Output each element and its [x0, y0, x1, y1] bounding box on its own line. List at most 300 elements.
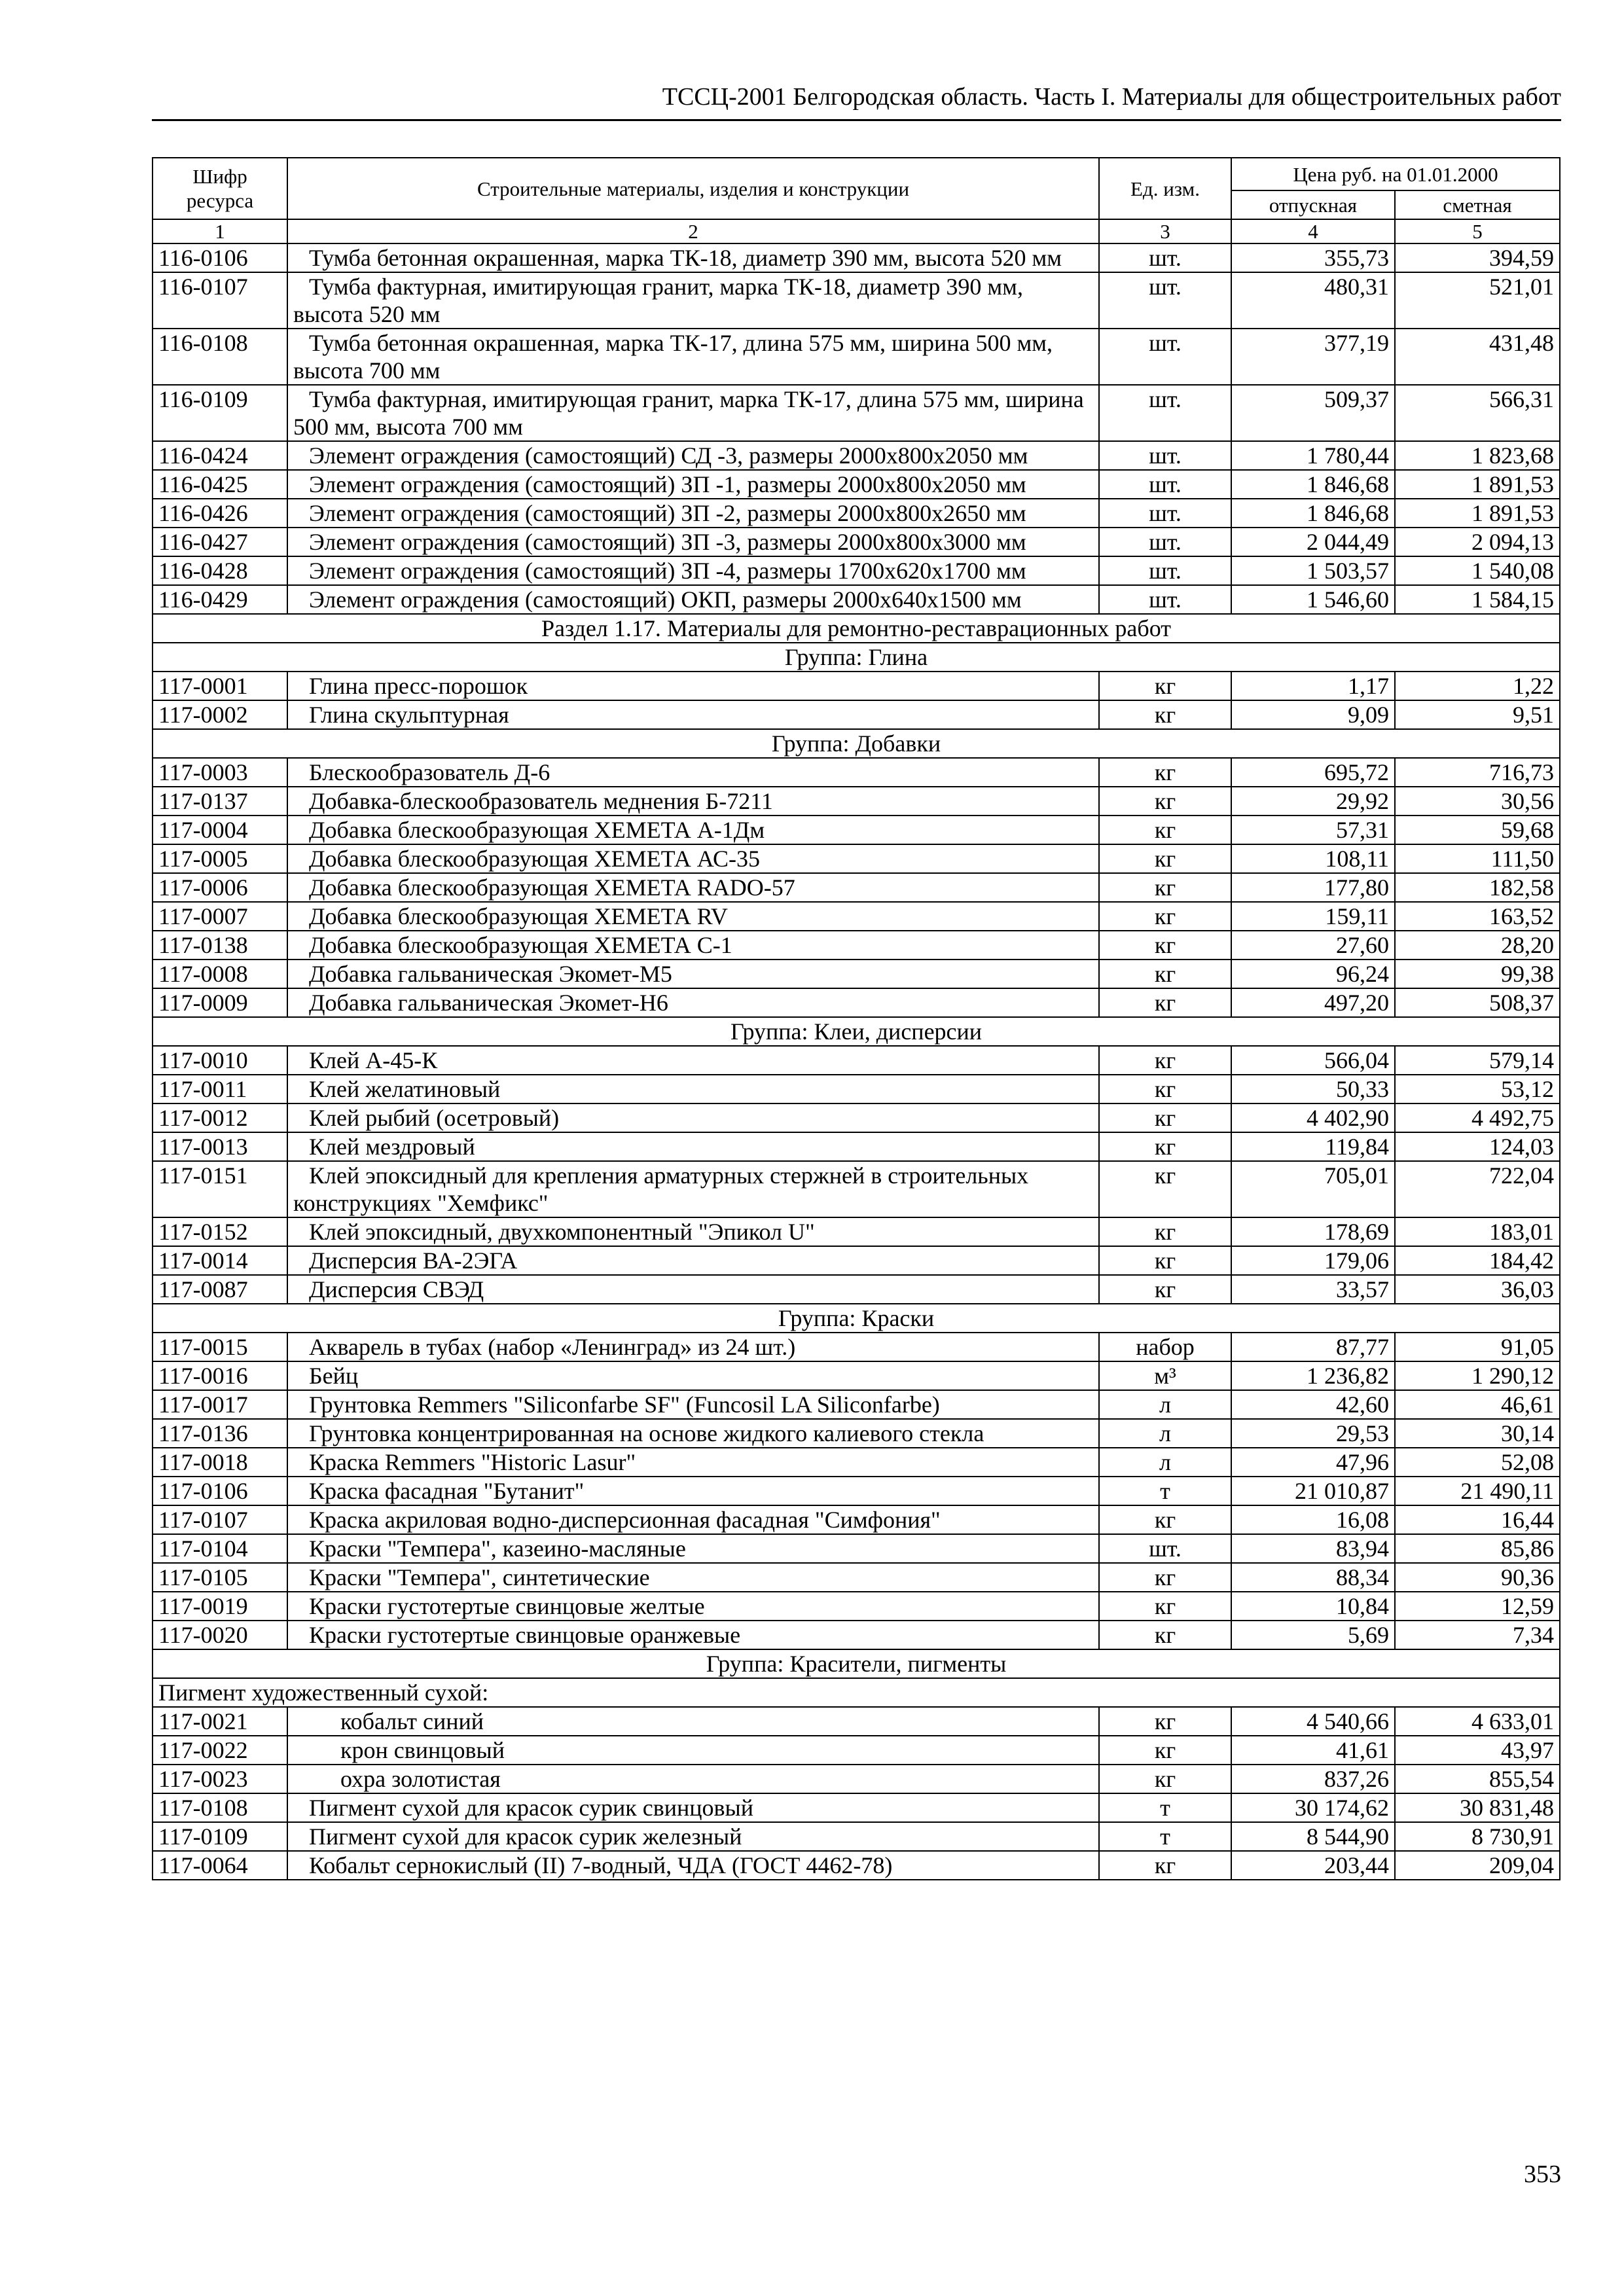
- release-price: 177,80: [1231, 873, 1395, 902]
- resource-code: 117-0005: [153, 844, 287, 873]
- resource-unit: т: [1099, 1822, 1231, 1851]
- estimate-price: 182,58: [1395, 873, 1560, 902]
- estimate-price: 52,08: [1395, 1448, 1560, 1477]
- release-price: 377,19: [1231, 329, 1395, 385]
- col-name-header: Строительные материалы, изделия и конструкции: [287, 158, 1099, 219]
- table-row: [153, 787, 1560, 816]
- resource-code: 117-0108: [153, 1793, 287, 1822]
- resource-code: 116-0109: [153, 385, 287, 441]
- col-number: 5: [1395, 219, 1560, 243]
- release-price: 1 546,60: [1231, 585, 1395, 614]
- estimate-price: 21 490,11: [1395, 1477, 1560, 1505]
- resource-unit: кг: [1099, 873, 1231, 902]
- resource-unit: шт.: [1099, 243, 1231, 272]
- table-row: [153, 499, 1560, 528]
- resource-name: Клей рыбий (осетровый): [287, 1103, 1099, 1132]
- release-price: 179,06: [1231, 1246, 1395, 1275]
- table-row: [153, 1390, 1560, 1419]
- estimate-price: 1 823,68: [1395, 441, 1560, 470]
- resource-name: кобальт синий: [287, 1707, 1099, 1736]
- resource-unit: т: [1099, 1793, 1231, 1822]
- resource-code: 117-0152: [153, 1217, 287, 1246]
- resource-unit: кг: [1099, 931, 1231, 960]
- resource-unit: л: [1099, 1448, 1231, 1477]
- estimate-price: 43,97: [1395, 1736, 1560, 1765]
- resource-name: Тумба бетонная окрашенная, марка ТК-18, диаметр 390 мм, высота 520 мм: [287, 243, 1099, 272]
- resource-code: 117-0003: [153, 758, 287, 787]
- resource-code: 116-0427: [153, 528, 287, 556]
- resource-name: Дисперсия ВА-2ЭГА: [287, 1246, 1099, 1275]
- resource-unit: шт.: [1099, 272, 1231, 329]
- estimate-price: 855,54: [1395, 1765, 1560, 1793]
- release-price: 57,31: [1231, 816, 1395, 844]
- resource-name: Клей желатиновый: [287, 1075, 1099, 1103]
- release-price: 1 503,57: [1231, 556, 1395, 585]
- resource-code: 116-0106: [153, 243, 287, 272]
- table-row: [153, 1075, 1560, 1103]
- table-row: [153, 1132, 1560, 1161]
- resource-code: 117-0106: [153, 1477, 287, 1505]
- release-price: 33,57: [1231, 1275, 1395, 1304]
- resource-code: 117-0014: [153, 1246, 287, 1275]
- release-price: 30 174,62: [1231, 1793, 1395, 1822]
- resource-code: 117-0017: [153, 1390, 287, 1419]
- resource-unit: кг: [1099, 672, 1231, 700]
- resource-name: Добавка гальваническая Экомет-Н6: [287, 988, 1099, 1017]
- resource-unit: шт.: [1099, 1534, 1231, 1563]
- estimate-price: 91,05: [1395, 1333, 1560, 1361]
- release-price: 119,84: [1231, 1132, 1395, 1161]
- table-row: [153, 1161, 1560, 1217]
- resource-unit: шт.: [1099, 441, 1231, 470]
- col-estimate-price-header: сметная: [1395, 190, 1560, 219]
- resource-code: 116-0424: [153, 441, 287, 470]
- estimate-price: 99,38: [1395, 960, 1560, 988]
- release-price: 509,37: [1231, 385, 1395, 441]
- release-price: 96,24: [1231, 960, 1395, 988]
- col-price-group-header: Цена руб. на 01.01.2000: [1231, 158, 1560, 190]
- resource-name: Добавка блескообразующая ХЕМЕТА С-1: [287, 931, 1099, 960]
- group-row: [153, 1649, 1560, 1678]
- resource-code: 117-0087: [153, 1275, 287, 1304]
- estimate-price: 28,20: [1395, 931, 1560, 960]
- resource-name: Краски "Темпера", синтетические: [287, 1563, 1099, 1592]
- estimate-price: 1 540,08: [1395, 556, 1560, 585]
- release-price: 480,31: [1231, 272, 1395, 329]
- group-row: [153, 1304, 1560, 1333]
- resource-unit: кг: [1099, 1563, 1231, 1592]
- resource-name: Кобальт сернокислый (II) 7-водный, ЧДА (ГОСТ 4462-78): [287, 1851, 1099, 1880]
- resource-name: Тумба фактурная, имитирующая гранит, марка ТК-17, длина 575 мм, ширина 500 мм, высота 700 мм: [287, 385, 1099, 441]
- table-body: [153, 243, 1560, 1880]
- table-row: [153, 441, 1560, 470]
- table-row: [153, 385, 1560, 441]
- resource-code: 117-0151: [153, 1161, 287, 1217]
- estimate-price: 579,14: [1395, 1046, 1560, 1075]
- group-row: [153, 1017, 1560, 1046]
- resource-code: 117-0064: [153, 1851, 287, 1880]
- estimate-price: 1 290,12: [1395, 1361, 1560, 1390]
- table-row: [153, 585, 1560, 614]
- resource-code: 117-0012: [153, 1103, 287, 1132]
- table-row: [153, 1592, 1560, 1621]
- resource-code: 116-0429: [153, 585, 287, 614]
- estimate-price: 183,01: [1395, 1217, 1560, 1246]
- release-price: 88,34: [1231, 1563, 1395, 1592]
- release-price: 29,53: [1231, 1419, 1395, 1448]
- estimate-price: 431,48: [1395, 329, 1560, 385]
- resource-unit: кг: [1099, 844, 1231, 873]
- release-price: 9,09: [1231, 700, 1395, 729]
- resource-code: 117-0022: [153, 1736, 287, 1765]
- resource-name: Тумба бетонная окрашенная, марка ТК-17, длина 575 мм, ширина 500 мм, высота 700 мм: [287, 329, 1099, 385]
- resource-name: Блескообразователь Д-6: [287, 758, 1099, 787]
- resource-unit: кг: [1099, 816, 1231, 844]
- resource-name: Добавка блескообразующая ХЕМЕТА А-1Дм: [287, 816, 1099, 844]
- table-row: [153, 931, 1560, 960]
- estimate-price: 521,01: [1395, 272, 1560, 329]
- resource-name: Дисперсия СВЭД: [287, 1275, 1099, 1304]
- resource-name: Клей эпоксидный для крепления арматурных стержней в строительных конструкциях "Хемфикс": [287, 1161, 1099, 1217]
- estimate-price: 4 492,75: [1395, 1103, 1560, 1132]
- resource-unit: л: [1099, 1390, 1231, 1419]
- resource-unit: кг: [1099, 1217, 1231, 1246]
- subheading-title: Пигмент художественный сухой:: [153, 1678, 1560, 1707]
- resource-unit: кг: [1099, 1046, 1231, 1075]
- resource-name: Пигмент сухой для красок сурик железный: [287, 1822, 1099, 1851]
- table-row: [153, 758, 1560, 787]
- release-price: 83,94: [1231, 1534, 1395, 1563]
- table-row: [153, 1707, 1560, 1736]
- resource-unit: кг: [1099, 1132, 1231, 1161]
- release-price: 29,92: [1231, 787, 1395, 816]
- resource-code: 116-0425: [153, 470, 287, 499]
- estimate-price: 9,51: [1395, 700, 1560, 729]
- release-price: 705,01: [1231, 1161, 1395, 1217]
- release-price: 1,17: [1231, 672, 1395, 700]
- table-row: [153, 528, 1560, 556]
- estimate-price: 12,59: [1395, 1592, 1560, 1621]
- resource-unit: кг: [1099, 1161, 1231, 1217]
- estimate-price: 30,14: [1395, 1419, 1560, 1448]
- release-price: 1 846,68: [1231, 470, 1395, 499]
- resource-name: Добавка блескообразующая ХЕМЕТА АС-35: [287, 844, 1099, 873]
- table-row: [153, 960, 1560, 988]
- group-title: Группа: Добавки: [153, 729, 1560, 758]
- release-price: 159,11: [1231, 902, 1395, 931]
- group-title: Группа: Красители, пигменты: [153, 1649, 1560, 1678]
- release-price: 355,73: [1231, 243, 1395, 272]
- estimate-price: 1 584,15: [1395, 585, 1560, 614]
- estimate-price: 30 831,48: [1395, 1793, 1560, 1822]
- estimate-price: 566,31: [1395, 385, 1560, 441]
- release-price: 1 846,68: [1231, 499, 1395, 528]
- table-row: [153, 672, 1560, 700]
- release-price: 10,84: [1231, 1592, 1395, 1621]
- release-price: 4 540,66: [1231, 1707, 1395, 1736]
- resource-code: 117-0019: [153, 1592, 287, 1621]
- resource-unit: кг: [1099, 1075, 1231, 1103]
- estimate-price: 508,37: [1395, 988, 1560, 1017]
- resource-code: 117-0016: [153, 1361, 287, 1390]
- estimate-price: 59,68: [1395, 816, 1560, 844]
- release-price: 203,44: [1231, 1851, 1395, 1880]
- estimate-price: 184,42: [1395, 1246, 1560, 1275]
- estimate-price: 394,59: [1395, 243, 1560, 272]
- resource-code: 117-0006: [153, 873, 287, 902]
- estimate-price: 4 633,01: [1395, 1707, 1560, 1736]
- resource-name: Краски густотертые свинцовые оранжевые: [287, 1621, 1099, 1649]
- estimate-price: 16,44: [1395, 1505, 1560, 1534]
- estimate-price: 7,34: [1395, 1621, 1560, 1649]
- table-row: [153, 1246, 1560, 1275]
- resource-name: Клей эпоксидный, двухкомпонентный "Эпикол U": [287, 1217, 1099, 1246]
- resource-name: Добавка-блескообразователь меднения Б-7211: [287, 787, 1099, 816]
- table-row: [153, 1419, 1560, 1448]
- resource-name: Краски "Темпера", казеино-масляные: [287, 1534, 1099, 1563]
- estimate-price: 163,52: [1395, 902, 1560, 931]
- estimate-price: 1 891,53: [1395, 499, 1560, 528]
- release-price: 41,61: [1231, 1736, 1395, 1765]
- subheading-row: [153, 1678, 1560, 1707]
- resource-unit: кг: [1099, 787, 1231, 816]
- table-row: [153, 1361, 1560, 1390]
- release-price: 42,60: [1231, 1390, 1395, 1419]
- resource-code: 117-0107: [153, 1505, 287, 1534]
- estimate-price: 85,86: [1395, 1534, 1560, 1563]
- estimate-price: 111,50: [1395, 844, 1560, 873]
- group-row: [153, 729, 1560, 758]
- resource-name: Добавка блескообразующая ХЕМЕТА RV: [287, 902, 1099, 931]
- resource-unit: кг: [1099, 1505, 1231, 1534]
- resource-code: 117-0018: [153, 1448, 287, 1477]
- table-row: [153, 1217, 1560, 1246]
- resource-name: охра золотистая: [287, 1765, 1099, 1793]
- resource-name: Пигмент сухой для красок сурик свинцовый: [287, 1793, 1099, 1822]
- resource-unit: набор: [1099, 1333, 1231, 1361]
- resource-code: 117-0013: [153, 1132, 287, 1161]
- table-row: [153, 844, 1560, 873]
- estimate-price: 1 891,53: [1395, 470, 1560, 499]
- table-row: [153, 1736, 1560, 1765]
- resource-name: Краска фасадная "Бутанит": [287, 1477, 1099, 1505]
- estimate-price: 716,73: [1395, 758, 1560, 787]
- col-number: 3: [1099, 219, 1231, 243]
- table-row: [153, 1822, 1560, 1851]
- table-row: [153, 1851, 1560, 1880]
- resource-unit: кг: [1099, 1246, 1231, 1275]
- release-price: 4 402,90: [1231, 1103, 1395, 1132]
- resource-unit: кг: [1099, 700, 1231, 729]
- table-row: [153, 272, 1560, 329]
- estimate-price: 1,22: [1395, 672, 1560, 700]
- table-row: [153, 243, 1560, 272]
- table-row: [153, 1103, 1560, 1132]
- estimate-price: 722,04: [1395, 1161, 1560, 1217]
- resource-code: 117-0136: [153, 1419, 287, 1448]
- col-unit-header: Ед. изм.: [1099, 158, 1231, 219]
- resource-name: Клей А-45-К: [287, 1046, 1099, 1075]
- table-row: [153, 700, 1560, 729]
- resource-unit: кг: [1099, 902, 1231, 931]
- resource-code: 116-0428: [153, 556, 287, 585]
- estimate-price: 90,36: [1395, 1563, 1560, 1592]
- resource-code: 117-0021: [153, 1707, 287, 1736]
- resource-unit: кг: [1099, 1707, 1231, 1736]
- resource-code: 116-0107: [153, 272, 287, 329]
- release-price: 27,60: [1231, 931, 1395, 960]
- resource-unit: кг: [1099, 960, 1231, 988]
- release-price: 1 236,82: [1231, 1361, 1395, 1390]
- resource-code: 116-0426: [153, 499, 287, 528]
- table-row: [153, 1563, 1560, 1592]
- release-price: 16,08: [1231, 1505, 1395, 1534]
- resource-name: Клей мездровый: [287, 1132, 1099, 1161]
- table-row: [153, 329, 1560, 385]
- resource-unit: кг: [1099, 1621, 1231, 1649]
- resource-code: 117-0109: [153, 1822, 287, 1851]
- release-price: 50,33: [1231, 1075, 1395, 1103]
- release-price: 108,11: [1231, 844, 1395, 873]
- resource-code: 117-0104: [153, 1534, 287, 1563]
- estimate-price: 53,12: [1395, 1075, 1560, 1103]
- resource-name: Грунтовка Remmers "Siliconfarbe SF" (Funcosil LA Siliconfarbe): [287, 1390, 1099, 1419]
- running-header: [152, 82, 1561, 121]
- col-code-header: Шифр ресурса: [153, 158, 287, 219]
- release-price: 566,04: [1231, 1046, 1395, 1075]
- resource-unit: кг: [1099, 1851, 1231, 1880]
- resource-code: 117-0011: [153, 1075, 287, 1103]
- col-number: 2: [287, 219, 1099, 243]
- resource-unit: кг: [1099, 1765, 1231, 1793]
- resource-code: 117-0137: [153, 787, 287, 816]
- release-price: 47,96: [1231, 1448, 1395, 1477]
- resource-name: Бейц: [287, 1361, 1099, 1390]
- resource-unit: шт.: [1099, 585, 1231, 614]
- resource-unit: шт.: [1099, 556, 1231, 585]
- resource-code: 117-0008: [153, 960, 287, 988]
- table-row: [153, 1477, 1560, 1505]
- resource-name: Элемент ограждения (самостоящий) ЗП -2, размеры 2000х800х2650 мм: [287, 499, 1099, 528]
- resource-name: Элемент ограждения (самостоящий) ЗП -3, размеры 2000х800х3000 мм: [287, 528, 1099, 556]
- resource-name: крон свинцовый: [287, 1736, 1099, 1765]
- resource-code: 117-0015: [153, 1333, 287, 1361]
- estimate-price: 36,03: [1395, 1275, 1560, 1304]
- estimate-price: 8 730,91: [1395, 1822, 1560, 1851]
- release-price: 21 010,87: [1231, 1477, 1395, 1505]
- resource-code: 117-0010: [153, 1046, 287, 1075]
- resource-name: Грунтовка концентрированная на основе жидкого калиевого стекла: [287, 1419, 1099, 1448]
- resource-name: Добавка блескообразующая ХЕМЕТА RADO-57: [287, 873, 1099, 902]
- resource-name: Добавка гальваническая Экомет-М5: [287, 960, 1099, 988]
- group-title: Группа: Краски: [153, 1304, 1560, 1333]
- resource-code: 117-0020: [153, 1621, 287, 1649]
- resource-unit: кг: [1099, 758, 1231, 787]
- resource-unit: л: [1099, 1419, 1231, 1448]
- estimate-price: 209,04: [1395, 1851, 1560, 1880]
- resource-unit: м³: [1099, 1361, 1231, 1390]
- release-price: 1 780,44: [1231, 441, 1395, 470]
- document-title: ТССЦ-2001 Белгородская область. Часть I. Материалы для общестроительных работ: [662, 83, 1561, 111]
- resource-name: Элемент ограждения (самостоящий) ЗП -4, размеры 1700х620х1700 мм: [287, 556, 1099, 585]
- table-row: [153, 1793, 1560, 1822]
- resource-name: Элемент ограждения (самостоящий) ЗП -1, размеры 2000х800х2050 мм: [287, 470, 1099, 499]
- table-row: [153, 470, 1560, 499]
- col-number: 4: [1231, 219, 1395, 243]
- col-number: 1: [153, 219, 287, 243]
- table-header: [153, 158, 1560, 243]
- estimate-price: 46,61: [1395, 1390, 1560, 1419]
- release-price: 837,26: [1231, 1765, 1395, 1793]
- release-price: 2 044,49: [1231, 528, 1395, 556]
- table-row: [153, 1046, 1560, 1075]
- release-price: 695,72: [1231, 758, 1395, 787]
- table-row: [153, 1534, 1560, 1563]
- resource-unit: шт.: [1099, 528, 1231, 556]
- group-title: Группа: Глина: [153, 643, 1560, 672]
- resource-code: 117-0105: [153, 1563, 287, 1592]
- resource-code: 117-0007: [153, 902, 287, 931]
- table-row: [153, 1275, 1560, 1304]
- resource-name: Элемент ограждения (самостоящий) СД -3, размеры 2000х800х2050 мм: [287, 441, 1099, 470]
- page-number: 353: [1524, 2161, 1561, 2188]
- resource-code: 117-0138: [153, 931, 287, 960]
- table-row: [153, 1333, 1560, 1361]
- resource-name: Глина скульптурная: [287, 700, 1099, 729]
- table-row: [153, 1505, 1560, 1534]
- section-row: [153, 614, 1560, 643]
- estimate-price: 30,56: [1395, 787, 1560, 816]
- resource-unit: шт.: [1099, 470, 1231, 499]
- resource-unit: т: [1099, 1477, 1231, 1505]
- resource-name: Краска акриловая водно-дисперсионная фасадная "Симфония": [287, 1505, 1099, 1534]
- table-row: [153, 988, 1560, 1017]
- resource-code: 117-0004: [153, 816, 287, 844]
- release-price: 8 544,90: [1231, 1822, 1395, 1851]
- resource-name: Акварель в тубах (набор «Ленинград» из 24 шт.): [287, 1333, 1099, 1361]
- table-row: [153, 1448, 1560, 1477]
- resource-code: 117-0023: [153, 1765, 287, 1793]
- release-price: 497,20: [1231, 988, 1395, 1017]
- group-title: Группа: Клеи, дисперсии: [153, 1017, 1560, 1046]
- table-row: [153, 1765, 1560, 1793]
- resource-unit: кг: [1099, 1275, 1231, 1304]
- resource-unit: кг: [1099, 988, 1231, 1017]
- section-title: Раздел 1.17. Материалы для ремонтно-реставрационных работ: [153, 614, 1560, 643]
- table-row: [153, 873, 1560, 902]
- resource-name: Тумба фактурная, имитирующая гранит, марка ТК-18, диаметр 390 мм, высота 520 мм: [287, 272, 1099, 329]
- resource-name: Элемент ограждения (самостоящий) ОКП, размеры 2000х640х1500 мм: [287, 585, 1099, 614]
- col-release-price-header: отпускная: [1231, 190, 1395, 219]
- release-price: 87,77: [1231, 1333, 1395, 1361]
- resource-table: [152, 157, 1561, 1880]
- resource-name: Краски густотертые свинцовые желтые: [287, 1592, 1099, 1621]
- table-row: [153, 1621, 1560, 1649]
- group-row: [153, 643, 1560, 672]
- resource-name: Краска Remmers "Historic Lasur": [287, 1448, 1099, 1477]
- resource-unit: шт.: [1099, 329, 1231, 385]
- resource-unit: кг: [1099, 1592, 1231, 1621]
- table-row: [153, 902, 1560, 931]
- resource-unit: кг: [1099, 1103, 1231, 1132]
- resource-code: 117-0009: [153, 988, 287, 1017]
- resource-code: 116-0108: [153, 329, 287, 385]
- resource-code: 117-0001: [153, 672, 287, 700]
- release-price: 178,69: [1231, 1217, 1395, 1246]
- table-row: [153, 816, 1560, 844]
- estimate-price: 124,03: [1395, 1132, 1560, 1161]
- resource-code: 117-0002: [153, 700, 287, 729]
